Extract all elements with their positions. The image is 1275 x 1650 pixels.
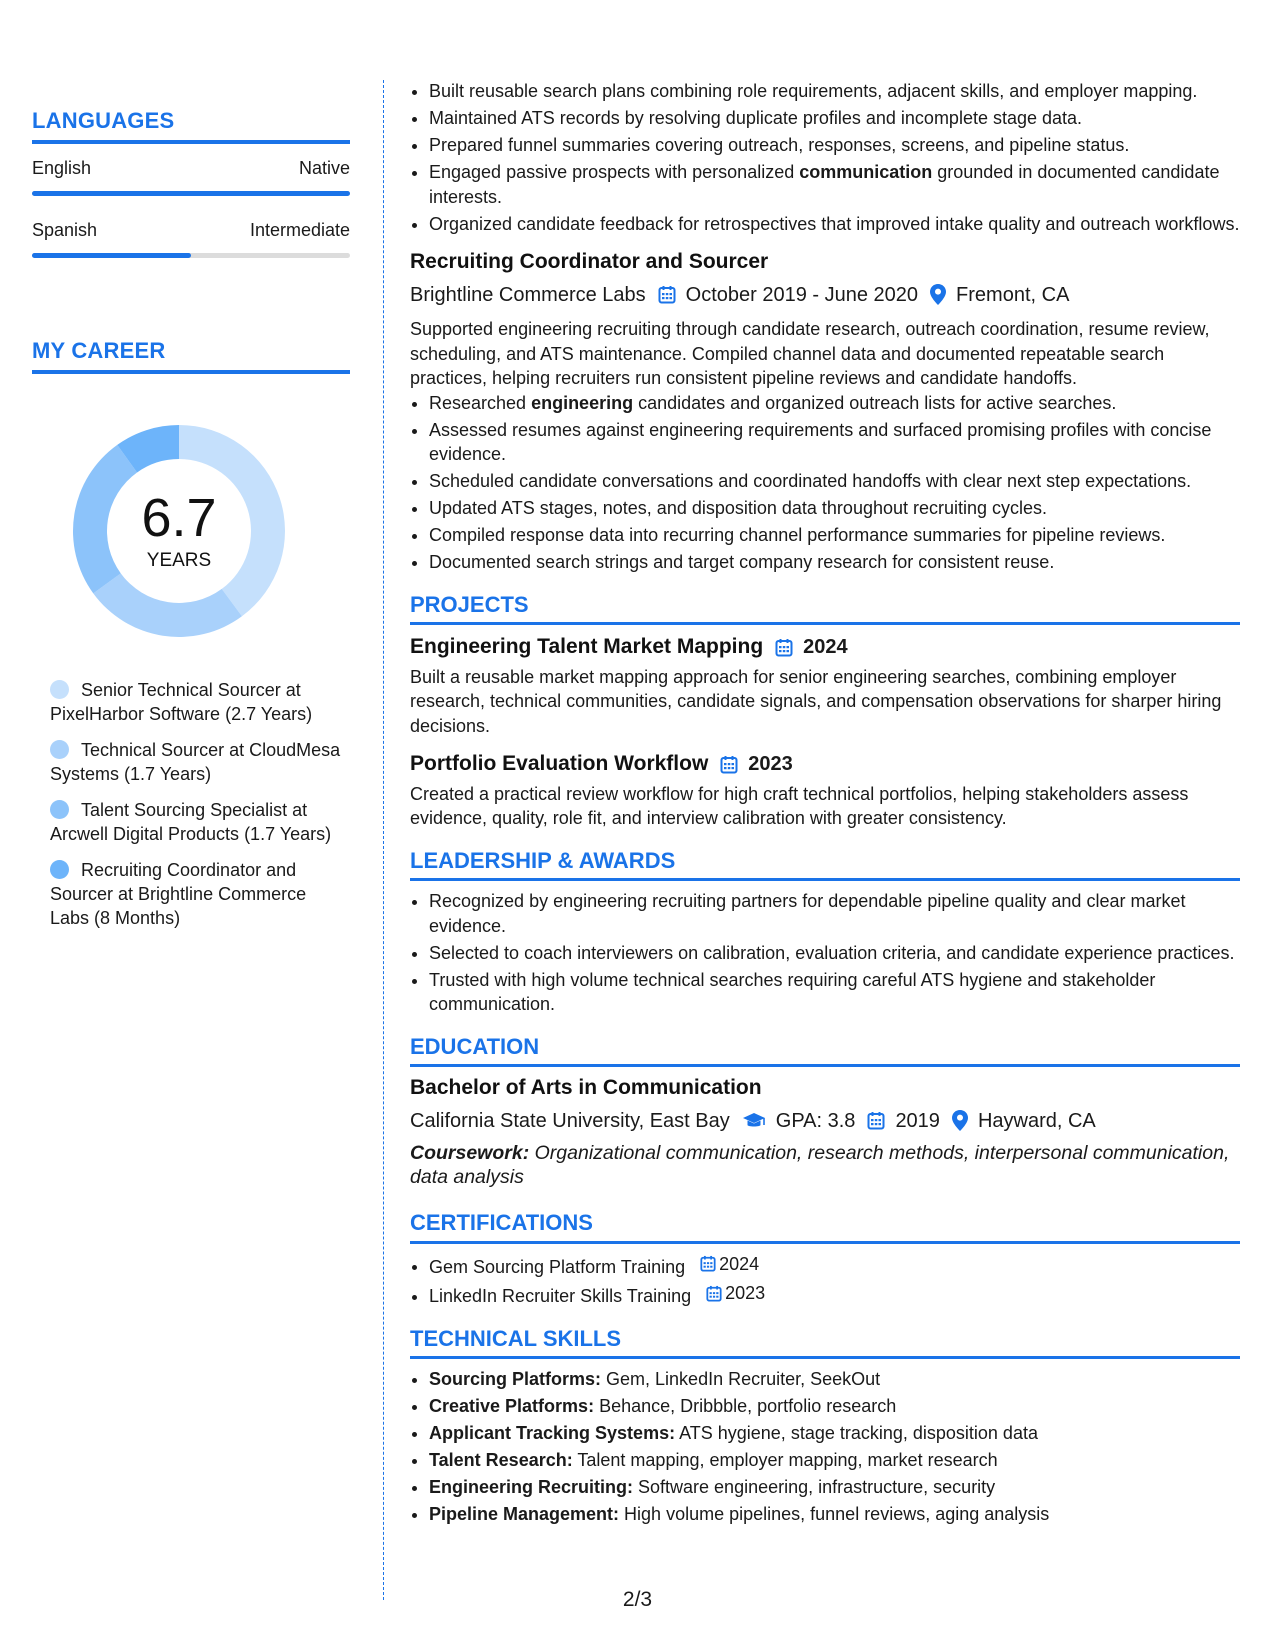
legend-dot (50, 680, 69, 699)
project-name: Portfolio Evaluation Workflow (410, 752, 709, 775)
certification-year: 2023 (725, 1283, 766, 1304)
education-heading: EDUCATION (410, 1035, 1240, 1068)
legend-label: Talent Sourcing Specialist at Arcwell Digital Products (1.7 Years) (50, 800, 332, 844)
certification-item (429, 1252, 1240, 1279)
certification-name: Gem Sourcing Platform Training (429, 1256, 686, 1277)
career-legend-item (50, 798, 350, 846)
bullet-item: • Researched engineering candidates and organized outreach lists for active searches. (429, 391, 1240, 416)
bullet-item: • Documented search strings and target company research for consistent reuse. (429, 550, 1240, 575)
certifications-list (410, 1252, 1240, 1309)
skill-item: • Creative Platforms: Behance, Dribbble, portfolio research (429, 1394, 1240, 1419)
bullet-item: • Scheduled candidate conversations and coordinated handoffs with clear next step expectations. (429, 469, 1240, 494)
legend-label: Recruiting Coordinator and Sourcer at Brightline Commerce Labs (8 Months) (50, 860, 307, 928)
legend-dot (50, 800, 69, 819)
career-heading: MY CAREER (32, 338, 350, 374)
career-legend-item (50, 858, 350, 930)
graduation-cap-icon (742, 1112, 766, 1130)
language-name: English (32, 158, 92, 178)
project-desc: Created a practical review workflow for high craft technical portfolios, helping stakeholders assess evidence, quality, role fit, and interview calibration with greater consistency. (410, 783, 1189, 828)
legend-dot (50, 740, 69, 759)
languages-heading: LANGUAGES (32, 108, 350, 144)
calendar-icon (658, 285, 676, 304)
bullet-item: • Trusted with high volume technical searches requiring careful ATS hygiene and stakeholder communication. (429, 968, 1240, 1017)
bullet-item: • Built reusable search plans combining role requirements, adjacent skills, and employer mapping. (429, 79, 1240, 104)
language-name: Spanish (32, 220, 98, 240)
project-name: Engineering Talent Market Mapping (410, 635, 764, 658)
bullet-item: • Assessed resumes against engineering requirements and surfaced promising profiles with concise evidence. (429, 418, 1240, 467)
job-location: Fremont, CA (956, 283, 1070, 306)
career-donut-chart (66, 418, 292, 644)
career-legend-item (50, 738, 350, 786)
leadership-heading: LEADERSHIP & AWARDS (410, 849, 1240, 882)
language-proficiency-bar (32, 253, 350, 258)
language-level: Native (298, 158, 350, 178)
education-degree: Bachelor of Arts in Communication (410, 1076, 762, 1099)
leadership-bullets (410, 889, 1240, 1017)
certifications-heading: CERTIFICATIONS (410, 1211, 1240, 1244)
education-coursework: Coursework: Organizational communication, research methods, interpersonal communication, data analysis (410, 1142, 1230, 1188)
calendar-icon (775, 638, 793, 657)
experience-continued-bullets (410, 79, 1240, 236)
education-school: California State University, East Bay (410, 1109, 730, 1132)
job-summary: Supported engineering recruiting through candidate research, outreach coordination, resume review, scheduling, and ATS maintenance. Compiled channel data and documented repeatable search practices, helping recruiters run consistent pipeline reviews and candidate handoffs. (410, 319, 1210, 388)
bullet-item: • Engaged passive prospects with personalized communication grounded in documented candidate interests. (429, 160, 1240, 209)
bullet-item: • Selected to coach interviewers on calibration, evaluation criteria, and candidate experience practices. (429, 941, 1240, 966)
career-total-years: 6.7 (141, 488, 217, 548)
page-number: 2/3 (622, 1588, 653, 1611)
project-item (410, 635, 1240, 738)
calendar-icon (720, 755, 738, 774)
bullet-item: • Maintained ATS records by resolving duplicate profiles and incomplete stage data. (429, 106, 1240, 131)
legend-dot (50, 860, 69, 879)
bullet-item: • Organized candidate feedback for retrospectives that improved intake quality and outreach workflows. (429, 212, 1240, 237)
location-pin-icon (930, 284, 946, 305)
calendar-icon (706, 1285, 722, 1302)
project-desc: Built a reusable market mapping approach for senior engineering searches, combining employer research, technical communities, candidate signals, and compensation observations for sharper hiring decisions. (410, 666, 1222, 736)
career-section (32, 338, 350, 930)
skill-item: • Sourcing Platforms: Gem, LinkedIn Recruiter, SeekOut (429, 1367, 1240, 1392)
skill-item: • Engineering Recruiting: Software engineering, infrastructure, security (429, 1475, 1240, 1500)
education-meta (410, 1109, 1240, 1134)
language-item (32, 220, 350, 258)
certification-name: LinkedIn Recruiter Skills Training (429, 1286, 692, 1306)
education-location: Hayward, CA (977, 1109, 1096, 1132)
skill-item: • Talent Research: Talent mapping, employer mapping, market research (429, 1448, 1240, 1473)
language-item (32, 158, 350, 196)
certification-item (429, 1281, 1240, 1308)
calendar-icon (867, 1111, 885, 1130)
bullet-item: • Recognized by engineering recruiting partners for dependable pipeline quality and clear market evidence. (429, 889, 1240, 938)
career-legend (50, 678, 350, 930)
projects-heading: PROJECTS (410, 593, 1240, 626)
sidebar (32, 108, 350, 942)
legend-label: Technical Sourcer at CloudMesa Systems (1.7 Years) (50, 740, 341, 784)
skill-item: • Applicant Tracking Systems: ATS hygiene, stage tracking, disposition data (429, 1421, 1240, 1446)
education-gpa: GPA: 3.8 (775, 1109, 856, 1132)
job-dates: October 2019 - June 2020 (685, 283, 919, 306)
project-item (410, 752, 1240, 831)
location-pin-icon (952, 1110, 968, 1131)
skill-item: • Pipeline Management: High volume pipelines, funnel reviews, aging analysis (429, 1502, 1240, 1527)
job-title: Recruiting Coordinator and Sourcer (410, 250, 769, 273)
skills-list (410, 1367, 1240, 1527)
language-proficiency-bar (32, 191, 350, 196)
calendar-icon (700, 1255, 716, 1272)
project-year: 2023 (748, 753, 793, 775)
bullet-item: • Updated ATS stages, notes, and disposition data throughout recruiting cycles. (429, 496, 1240, 521)
column-divider (383, 80, 384, 1600)
project-year: 2024 (803, 636, 848, 658)
job-company: Brightline Commerce Labs (410, 283, 646, 306)
language-level: Intermediate (249, 220, 350, 240)
career-total-unit: YEARS (146, 550, 212, 571)
certification-year: 2024 (719, 1253, 760, 1274)
bullet-item: • Prepared funnel summaries covering outreach, responses, screens, and pipeline status. (429, 133, 1240, 158)
career-legend-item (50, 678, 350, 726)
job-meta (410, 283, 1240, 308)
language-proficiency-fill (32, 191, 350, 196)
education-year: 2019 (895, 1109, 940, 1132)
job-bullets (410, 391, 1240, 575)
skills-heading: TECHNICAL SKILLS (410, 1327, 1240, 1360)
main-column (410, 79, 1240, 1529)
legend-label: Senior Technical Sourcer at PixelHarbor Software (2.7 Years) (50, 680, 313, 724)
language-proficiency-fill (32, 253, 191, 258)
bullet-item: • Compiled response data into recurring channel performance summaries for pipeline reviews. (429, 523, 1240, 548)
